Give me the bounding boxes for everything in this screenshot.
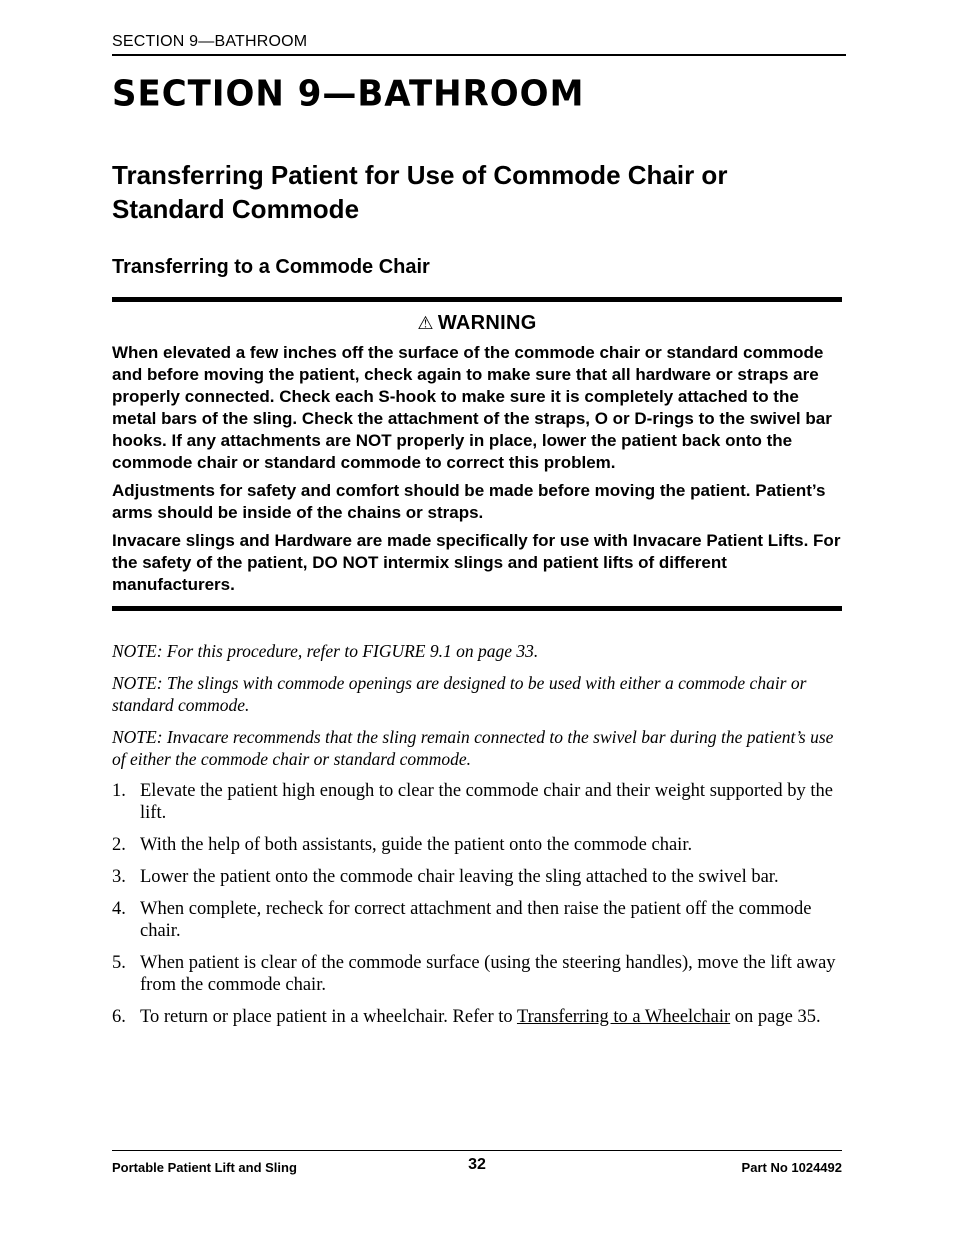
notes xyxy=(112,640,847,780)
note: NOTE: Invacare recommends that the sling remain connected to the swivel bar during the patient’s use of either the commode chair or standard commode. xyxy=(112,727,834,769)
warning-heading-text: WARNING xyxy=(437,312,537,334)
step-item xyxy=(112,780,847,824)
warning-triangle-icon: ⚠ xyxy=(417,313,434,333)
step-number: 4. xyxy=(112,899,126,919)
step-number: 1. xyxy=(112,781,126,801)
warning-paragraph: Invacare slings and Hardware are made specifically for use with Invacare Patient Lifts. For the safety of the patient, DO NOT intermix slings and patient lifts of different manufacturers. xyxy=(112,531,841,594)
topic-title: Transferring Patient for Use of Commode Chair or Standard Commode xyxy=(112,160,728,224)
footer-part-number: Part No 1024492 xyxy=(741,1160,842,1175)
step-item xyxy=(112,898,847,942)
step-item xyxy=(112,866,847,888)
page-number: 32 xyxy=(468,1156,486,1173)
procedure-steps xyxy=(112,780,847,1038)
step-item xyxy=(112,834,847,856)
step-item xyxy=(112,952,847,996)
step-number: 3. xyxy=(112,867,126,887)
warning-paragraph: When elevated a few inches off the surface of the commode chair or standard commode and before moving the patient, check again to make sure that all hardware or straps are properly connected. Check each S-hook to make sure it is completely attached to the metal bars of the sling. Check the attachment of the straps, O or D-rings to the swivel bar hooks. If any attachments are NOT properly in place, lower the patient back onto the commode chair or standard commode to correct this problem. xyxy=(112,343,832,472)
step-text-after: on page 35. xyxy=(730,1007,821,1027)
step-text: When patient is clear of the commode surface (using the steering handles), move the lift away from the commode chair. xyxy=(140,953,836,995)
wheelchair-transfer-link[interactable]: Transferring to a Wheelchair xyxy=(516,1007,731,1027)
section-title: SECTION 9—BATHROOM xyxy=(112,73,585,115)
step-text: Lower the patient onto the commode chair leaving the sling attached to the swivel bar. xyxy=(140,867,779,887)
step-text: Elevate the patient high enough to clear the commode chair and their weight supported by the lift. xyxy=(140,781,834,823)
step-number: 5. xyxy=(112,953,126,973)
step-number: 6. xyxy=(112,1007,126,1027)
warning-paragraph: Adjustments for safety and comfort should be made before moving the patient. Patient’s arms should be inside of the chains or straps. xyxy=(112,481,826,522)
subtopic-title: Transferring to a Commode Chair xyxy=(112,256,430,278)
step-number: 2. xyxy=(112,835,126,855)
step-text-before: To return or place patient in a wheelchair. Refer to xyxy=(140,1007,517,1027)
page-footer xyxy=(112,1150,842,1175)
warning-box xyxy=(112,297,842,611)
running-head: SECTION 9—BATHROOM xyxy=(112,33,846,56)
note: NOTE: The slings with commode openings are designed to be used with either a commode chair or standard commode. xyxy=(112,673,807,715)
warning-heading xyxy=(112,312,842,334)
note: NOTE: For this procedure, refer to FIGURE 9.1 on page 33. xyxy=(112,641,539,661)
footer-document-title: Portable Patient Lift and Sling xyxy=(112,1160,297,1175)
step-text: With the help of both assistants, guide the patient onto the commode chair. xyxy=(140,835,693,855)
step-item xyxy=(112,1006,847,1028)
step-text: When complete, recheck for correct attachment and then raise the patient off the commode chair. xyxy=(140,899,812,941)
